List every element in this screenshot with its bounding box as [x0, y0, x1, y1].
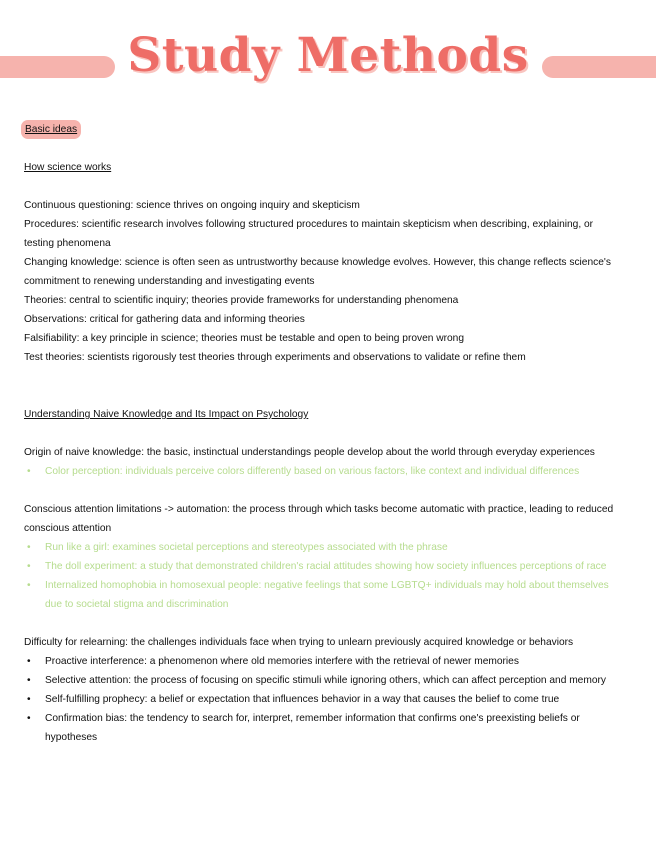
origin-paragraph: Origin of naive knowledge: the basic, instinctual understandings people develop about the world through everyday experiences [24, 447, 595, 458]
list-item: • Color perception: individuals perceive colors differently based on various factors, like context and individual differences [24, 462, 616, 481]
science-item: Theories: central to scientific inquiry; theories provide frameworks for understanding phenomena [24, 295, 459, 306]
document-body [24, 120, 616, 747]
science-item: Observations: critical for gathering data and informing theories [24, 314, 305, 325]
list-item: • Internalized homophobia in homosexual people: negative feelings that some LGBTQ+ individuals may hold about themselves due to societal stigma and discrimination [24, 576, 616, 614]
science-item: Test theories: scientists rigorously test theories through experiments and observations to validate or refine them [24, 352, 526, 363]
page-title: Study Methods [127, 28, 529, 83]
science-item: Falsifiability: a key principle in science; theories must be testable and open to being proven wrong [24, 333, 465, 344]
science-item: Changing knowledge: science is often seen as untrustworthy because knowledge evolves. However, this change reflects science's commitment to renewing understanding and investigating events [24, 257, 611, 287]
list-item: • The doll experiment: a study that demonstrated children's racial attitudes showing how society influences perceptions of race [24, 557, 616, 576]
heading-how-science-works: How science works [24, 162, 112, 173]
relearning-bullet-list [24, 652, 616, 747]
attention-paragraph: Conscious attention limitations -> automation: the process through which tasks become automatic with practice, leading to reduced conscious attention [24, 504, 614, 534]
science-item: Procedures: scientific research involves following structured procedures to maintain skepticism when describing, explaining, or testing phenomena [24, 219, 594, 249]
attention-bullet-list [24, 538, 616, 614]
section-tag-basic-ideas: Basic ideas [21, 120, 81, 139]
heading-naive-knowledge: Understanding Naive Knowledge and Its Impact on Psychology [24, 409, 309, 420]
list-item: • Self-fulfilling prophecy: a belief or expectation that influences behavior in a way that causes the belief to come true [24, 690, 616, 709]
science-item: Continuous questioning: science thrives on ongoing inquiry and skepticism [24, 200, 360, 211]
list-item: • Proactive interference: a phenomenon where old memories interfere with the retrieval of newer memories [24, 652, 616, 671]
relearning-paragraph: Difficulty for relearning: the challenges individuals face when trying to unlearn previously acquired knowledge or behaviors [24, 637, 574, 648]
list-item: • Run like a girl: examines societal perceptions and stereotypes associated with the phrase [24, 538, 616, 557]
list-item: • Confirmation bias: the tendency to search for, interpret, remember information that confirms one's preexisting beliefs or hypotheses [24, 709, 616, 747]
origin-bullet-list [24, 462, 616, 481]
list-item: • Selective attention: the process of focusing on specific stimuli while ignoring others, which can affect perception and memory [24, 671, 616, 690]
